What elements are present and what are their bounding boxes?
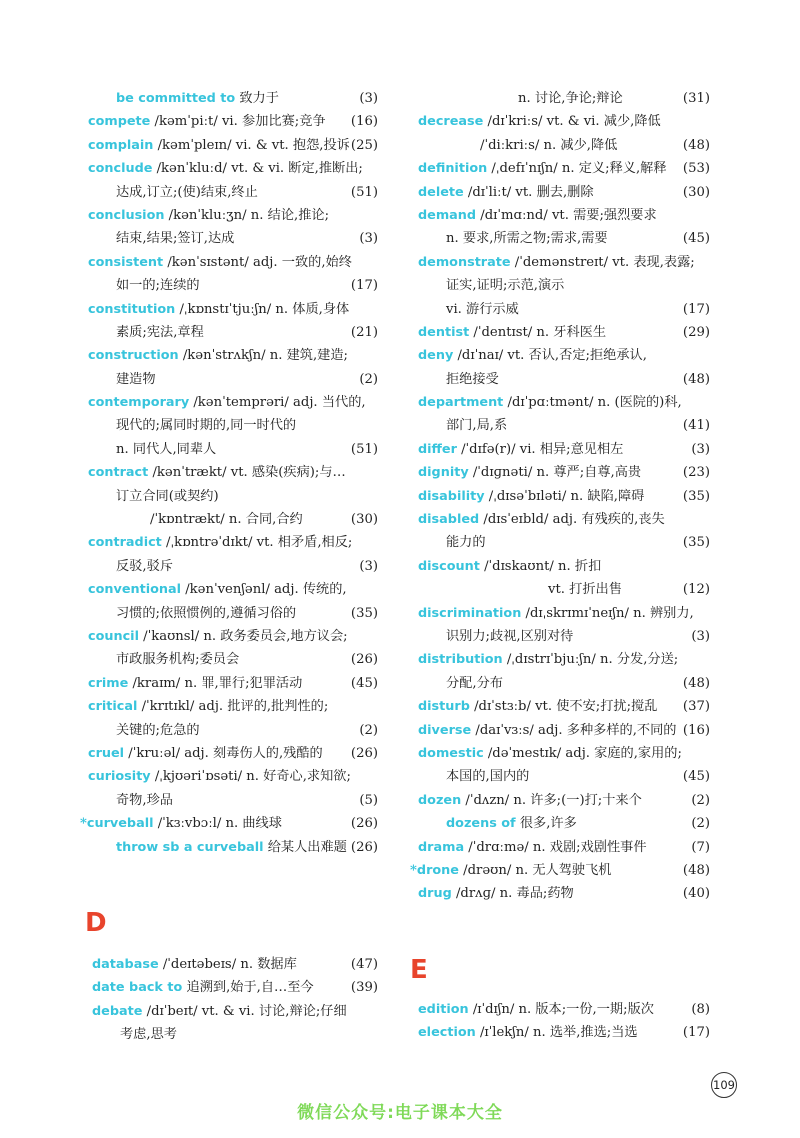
headword: dentist xyxy=(418,324,470,340)
glossary-line xyxy=(418,227,710,250)
headword: date back to xyxy=(92,980,183,996)
definition-text: /dɪˈbeɪt/ vt. & vi. 讨论,辩论;仔细 xyxy=(142,1003,347,1019)
definition-text: /dɪˌskrɪmɪˈneɪʃn/ n. 辨别力, xyxy=(521,605,694,621)
definition-text: /dɪˈstɜːb/ vt. 使不安;打扰;搅乱 xyxy=(469,699,658,715)
glossary-line xyxy=(88,298,378,321)
glossary-line xyxy=(418,719,710,742)
unit-reference: (16) xyxy=(350,114,378,130)
definition-text: 达成,订立;(使)结束,终止 xyxy=(116,184,258,200)
glossary-line xyxy=(418,602,710,625)
headword: disturb xyxy=(418,699,470,715)
unit-reference: (12) xyxy=(682,582,710,598)
definition-text: /ˈkruːəl/ adj. 刻毒伤人的,残酷的 xyxy=(124,745,323,761)
unit-reference: (51) xyxy=(350,441,378,457)
definition-text: 能力的 xyxy=(446,535,486,551)
definition-text: 考虑,思考 xyxy=(120,1027,177,1043)
headword: domestic xyxy=(418,745,484,761)
unit-reference: (16) xyxy=(682,722,710,738)
unit-reference: (48) xyxy=(682,862,710,878)
definition-text: 关键的;危急的 xyxy=(116,722,200,738)
definition-text: /ˈdʌzn/ n. 许多;(一)打;十来个 xyxy=(461,792,642,808)
headword: discount xyxy=(418,558,480,574)
glossary-line xyxy=(418,204,710,227)
definition-text: /ˈdɪfə(r)/ vi. 相异;意见相左 xyxy=(456,441,624,457)
definition-text: /ˈdrɑːmə/ n. 戏剧;戏剧性事件 xyxy=(464,839,647,855)
definition-text: /kənˈsɪstənt/ adj. 一致的,始终 xyxy=(163,254,352,270)
glossary-line xyxy=(88,110,378,133)
unit-reference: (26) xyxy=(350,652,378,668)
definition-text: 订立合同(或契约) xyxy=(116,488,219,504)
definition-text: /daɪˈvɜːs/ adj. 多种多样的,不同的 xyxy=(471,722,677,738)
definition-text: /drʌɡ/ n. 毒品;药物 xyxy=(451,886,574,902)
glossary-line xyxy=(88,321,378,344)
definition-text: /ˌdefɪˈnɪʃn/ n. 定义;释义,解释 xyxy=(487,161,667,177)
unit-reference: (17) xyxy=(350,278,378,294)
page-number: 109 xyxy=(711,1072,737,1098)
glossary-line xyxy=(418,765,710,788)
asterisk-mark: * xyxy=(410,862,417,878)
glossary-line xyxy=(88,578,378,601)
glossary-line xyxy=(418,812,710,835)
definition-text: 追溯到,始于,自…至今 xyxy=(182,980,314,996)
unit-reference: (17) xyxy=(682,301,710,317)
headword: council xyxy=(88,628,139,644)
glossary-line xyxy=(418,157,710,180)
definition-text: /kraɪm/ n. 罪,罪行;犯罪活动 xyxy=(128,675,303,691)
headword: critical xyxy=(88,699,138,715)
definition-text: /kəmˈpleɪn/ vi. & vt. 抱怨,投诉 xyxy=(153,137,350,153)
headword: delete xyxy=(418,184,464,200)
section-letter-d: D xyxy=(85,908,107,938)
glossary-line xyxy=(418,110,710,133)
unit-reference: (5) xyxy=(359,792,378,808)
definition-text: /ˌkɒntrəˈdɪkt/ vt. 相矛盾,相反; xyxy=(161,535,353,551)
unit-reference: (35) xyxy=(350,605,378,621)
glossary-line xyxy=(418,391,710,414)
glossary-line xyxy=(418,251,710,274)
glossary-line xyxy=(88,719,378,742)
glossary-line xyxy=(88,227,378,250)
glossary-line xyxy=(88,157,378,180)
asterisk-mark: * xyxy=(80,816,87,832)
headword: department xyxy=(418,395,504,411)
headword: demonstrate xyxy=(418,254,511,270)
headword: disabled xyxy=(418,512,480,528)
glossary-line xyxy=(418,438,710,461)
definition-text: /kənˈvenʃənl/ adj. 传统的, xyxy=(181,582,347,598)
unit-reference: (45) xyxy=(682,231,710,247)
headword: discrimination xyxy=(418,605,522,621)
glossary-line xyxy=(418,368,710,391)
glossary-line xyxy=(88,438,378,461)
unit-reference: (26) xyxy=(350,745,378,761)
headword: debate xyxy=(92,1003,143,1019)
definition-text: 很多,许多 xyxy=(515,816,577,832)
glossary-line xyxy=(88,625,378,648)
definition-text: /ˌkɒnstɪˈtjuːʃn/ n. 体质,身体 xyxy=(175,301,350,317)
definition-text: n. 讨论,争论;辩论 xyxy=(518,91,623,106)
unit-reference: (2) xyxy=(359,371,378,387)
definition-text: /ɪˈdɪʃn/ n. 版本;一份,一期;版次 xyxy=(468,1002,654,1017)
definition-text: /dɪˈnaɪ/ vt. 否认,否定;拒绝承认, xyxy=(453,348,647,364)
glossary-line xyxy=(88,836,378,859)
definition-text: 致力于 xyxy=(235,91,279,106)
unit-reference: (45) xyxy=(682,769,710,785)
definition-text: 证实,证明;示范,演示 xyxy=(446,278,565,294)
glossary-line xyxy=(418,461,710,484)
unit-reference: (25) xyxy=(350,137,378,153)
unit-reference: (17) xyxy=(682,1025,710,1041)
glossary-line xyxy=(88,742,378,765)
glossary-line xyxy=(88,134,378,157)
glossary-line xyxy=(418,836,710,859)
glossary-line xyxy=(418,625,710,648)
definition-text: /kənˈkluːd/ vt. & vi. 断定,推断出; xyxy=(152,161,363,177)
glossary-line xyxy=(88,765,378,788)
glossary-line xyxy=(418,648,710,671)
definition-text: vi. 游行示威 xyxy=(446,301,519,317)
unit-reference: (35) xyxy=(682,488,710,504)
glossary-line xyxy=(418,882,710,905)
definition-text: /ˌdɪsəˈbɪləti/ n. 缺陷,障碍 xyxy=(484,488,645,504)
unit-reference: (30) xyxy=(350,512,378,528)
unit-reference: (39) xyxy=(350,980,378,996)
glossary-line xyxy=(88,251,378,274)
headword: drama xyxy=(418,839,465,855)
definition-text: /ˈkɜːvbɔːl/ n. 曲线球 xyxy=(153,816,282,832)
headword: database xyxy=(92,957,159,972)
glossary-line xyxy=(88,414,378,437)
unit-reference: (26) xyxy=(350,839,378,855)
unit-reference: (8) xyxy=(691,1002,710,1017)
headword: curiosity xyxy=(88,769,151,785)
headword: contradict xyxy=(88,535,162,551)
unit-reference: (3) xyxy=(691,441,710,457)
section-letter-e: E xyxy=(410,955,428,985)
headword: dozens of xyxy=(446,816,516,832)
definition-text: /kəmˈpiːt/ vi. 参加比赛;竞争 xyxy=(150,114,326,130)
glossary-line xyxy=(88,344,378,367)
headword: dignity xyxy=(418,465,469,481)
glossary-line xyxy=(88,672,378,695)
definition-text: /ˌdɪstrɪˈbjuːʃn/ n. 分发,分送; xyxy=(502,652,679,668)
glossary-line xyxy=(418,414,710,437)
definition-text: n. 同代人,同辈人 xyxy=(116,441,217,457)
headword: cruel xyxy=(88,745,125,761)
headword: election xyxy=(418,1025,476,1041)
definition-text: /ˈdentɪst/ n. 牙科医生 xyxy=(469,324,607,340)
glossary-line xyxy=(88,87,378,110)
glossary-line xyxy=(88,508,378,531)
definition-text: 素质;宪法,章程 xyxy=(116,324,204,340)
definition-text: /kənˈtemprəri/ adj. 当代的, xyxy=(189,395,366,411)
definition-text: 奇物,珍品 xyxy=(116,792,173,808)
headword: deny xyxy=(418,348,454,364)
unit-reference: (35) xyxy=(682,535,710,551)
definition-text: 如一的;连续的 xyxy=(116,278,200,294)
definition-text: 拒绝接受 xyxy=(446,371,499,387)
glossary-line xyxy=(418,321,710,344)
unit-reference: (3) xyxy=(359,231,378,247)
section-e-entries xyxy=(418,998,710,1045)
glossary-line xyxy=(418,742,710,765)
definition-text: 市政服务机构;委员会 xyxy=(116,652,240,668)
glossary-line xyxy=(418,181,710,204)
glossary-line xyxy=(88,695,378,718)
glossary-line xyxy=(418,134,710,157)
right-column xyxy=(410,87,710,906)
definition-text: /dɪˈpɑːtmənt/ n. (医院的)科, xyxy=(503,395,682,411)
definition-text: /dɪˈmɑːnd/ vt. 需要;强烈要求 xyxy=(476,207,657,223)
headword: construction xyxy=(88,348,179,364)
definition-text: 本国的,国内的 xyxy=(446,769,530,785)
definition-text: /kənˈkluːʒn/ n. 结论,推论; xyxy=(164,207,330,223)
definition-text: 分配,分布 xyxy=(446,675,503,691)
definition-text: 习惯的;依照惯例的,遵循习俗的 xyxy=(116,605,297,621)
definition-text: /kənˈtrækt/ vt. 感染(疾病);与… xyxy=(148,465,346,481)
definition-text: /dɪˈliːt/ vt. 删去,删除 xyxy=(463,184,594,200)
unit-reference: (29) xyxy=(682,324,710,340)
definition-text: /ˈkaʊnsl/ n. 政务委员会,地方议会; xyxy=(138,628,348,644)
headword: contract xyxy=(88,465,149,481)
glossary-line xyxy=(88,789,378,812)
unit-reference: (53) xyxy=(682,161,710,177)
headword: dozen xyxy=(418,792,462,808)
footer-watermark: 微信公众号:电子课本大全 xyxy=(297,1103,503,1123)
unit-reference: (3) xyxy=(359,91,378,106)
section-d-entries xyxy=(92,953,378,1047)
glossary-line xyxy=(92,1000,378,1023)
definition-text: 部门,局,系 xyxy=(446,418,508,434)
headword: conclude xyxy=(88,161,153,177)
unit-reference: (23) xyxy=(682,465,710,481)
glossary-line xyxy=(410,859,710,882)
headword: be committed to xyxy=(116,91,236,106)
unit-reference: (3) xyxy=(359,558,378,574)
glossary-line xyxy=(418,672,710,695)
glossary-line xyxy=(92,953,378,976)
headword: definition xyxy=(418,161,488,177)
unit-reference: (47) xyxy=(350,957,378,972)
glossary-line xyxy=(88,485,378,508)
unit-reference: (40) xyxy=(682,886,710,902)
definition-text: /ˈdiːkriːs/ n. 减少,降低 xyxy=(480,137,618,153)
glossary-line xyxy=(80,812,378,835)
unit-reference: (30) xyxy=(682,184,710,200)
headword: differ xyxy=(418,441,457,457)
definition-text: /ˈkɒntrækt/ n. 合同,合约 xyxy=(150,512,303,528)
glossary-line xyxy=(418,508,710,531)
unit-reference: (48) xyxy=(682,137,710,153)
unit-reference: (3) xyxy=(691,628,710,644)
definition-text: 建造物 xyxy=(116,371,156,387)
headword: drug xyxy=(418,886,452,902)
unit-reference: (45) xyxy=(350,675,378,691)
unit-reference: (41) xyxy=(682,418,710,434)
definition-text: /dəˈmestɪk/ adj. 家庭的,家用的; xyxy=(483,745,682,761)
glossary-line xyxy=(418,578,710,601)
glossary-line xyxy=(92,976,378,999)
definition-text: /ˈdemənstreɪt/ vt. 表现,表露; xyxy=(510,254,695,270)
unit-reference: (48) xyxy=(682,371,710,387)
glossary-line xyxy=(418,531,710,554)
headword: decrease xyxy=(418,114,484,130)
headword: conclusion xyxy=(88,207,165,223)
headword: throw sb a curveball xyxy=(116,839,264,855)
glossary-line xyxy=(88,274,378,297)
definition-text: /ˈdeɪtəbeɪs/ n. 数据库 xyxy=(158,957,297,972)
unit-reference: (21) xyxy=(350,324,378,340)
headword: demand xyxy=(418,207,477,223)
headword: constitution xyxy=(88,301,176,317)
glossary-line xyxy=(88,181,378,204)
definition-text: 现代的;属同时期的,同一时代的 xyxy=(116,418,297,434)
headword: consistent xyxy=(88,254,164,270)
glossary-line xyxy=(88,368,378,391)
headword: complain xyxy=(88,137,154,153)
definition-text: /ˈdɪskaʊnt/ n. 折扣 xyxy=(479,558,602,574)
definition-text: 反驳,驳斥 xyxy=(116,558,173,574)
glossary-line xyxy=(418,555,710,578)
headword: edition xyxy=(418,1002,469,1017)
definition-text: /dɪˈkriːs/ vt. & vi. 减少,降低 xyxy=(483,114,661,130)
headword: compete xyxy=(88,114,151,130)
glossary-line xyxy=(88,391,378,414)
glossary-line xyxy=(418,485,710,508)
glossary-line xyxy=(88,602,378,625)
unit-reference: (26) xyxy=(350,816,378,832)
definition-text: /drəʊn/ n. 无人驾驶飞机 xyxy=(458,862,612,878)
unit-reference: (2) xyxy=(691,792,710,808)
unit-reference: (48) xyxy=(682,675,710,691)
unit-reference: (51) xyxy=(350,184,378,200)
glossary-line xyxy=(418,344,710,367)
headword: crime xyxy=(88,675,129,691)
headword: diverse xyxy=(418,722,472,738)
headword: curveball xyxy=(86,816,154,832)
definition-text: 识别力;歧视,区别对待 xyxy=(446,628,574,644)
unit-reference: (7) xyxy=(691,839,710,855)
glossary-line xyxy=(418,998,710,1021)
definition-text: 结束,结果;签订,达成 xyxy=(116,231,235,247)
glossary-line xyxy=(88,555,378,578)
definition-text: n. 要求,所需之物;需求,需要 xyxy=(446,231,608,247)
headword: contemporary xyxy=(88,395,190,411)
headword: disability xyxy=(418,488,485,504)
definition-text: vt. 打折出售 xyxy=(548,582,622,598)
headword: distribution xyxy=(418,652,503,668)
glossary-line xyxy=(418,789,710,812)
definition-text: 给某人出难题 xyxy=(263,839,347,855)
left-column xyxy=(80,87,378,859)
unit-reference: (2) xyxy=(691,816,710,832)
glossary-line xyxy=(418,1021,710,1044)
unit-reference: (2) xyxy=(359,722,378,738)
glossary-line xyxy=(88,531,378,554)
unit-reference: (31) xyxy=(682,91,710,106)
glossary-line xyxy=(92,1023,378,1046)
unit-reference: (37) xyxy=(682,699,710,715)
glossary-line xyxy=(88,461,378,484)
definition-text: /ˌkjʊəriˈɒsəti/ n. 好奇心,求知欲; xyxy=(150,769,351,785)
definition-text: /ɪˈlekʃn/ n. 选举,推选;当选 xyxy=(475,1025,638,1041)
glossary-line xyxy=(418,87,710,110)
definition-text: /ˈkrɪtɪkl/ adj. 批评的,批判性的; xyxy=(137,699,329,715)
definition-text: /dɪsˈeɪbld/ adj. 有残疾的,丧失 xyxy=(479,512,665,528)
glossary-line xyxy=(418,695,710,718)
glossary-line xyxy=(88,648,378,671)
definition-text: /ˈdɪɡnəti/ n. 尊严;自尊,高贵 xyxy=(468,465,642,481)
definition-text: /kənˈstrʌkʃn/ n. 建筑,建造; xyxy=(178,348,348,364)
glossary-line xyxy=(418,274,710,297)
headword: conventional xyxy=(88,582,182,598)
glossary-line xyxy=(418,298,710,321)
glossary-line xyxy=(88,204,378,227)
headword: drone xyxy=(416,862,459,878)
